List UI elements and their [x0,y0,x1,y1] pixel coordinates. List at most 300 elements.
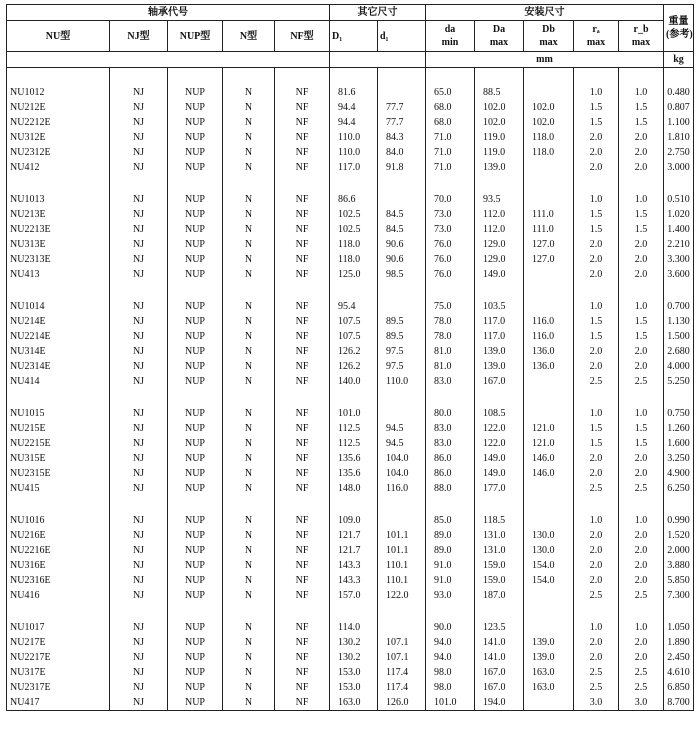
col-ra: 3.0 [574,695,619,711]
col-Da: 112.0 [475,222,524,237]
col-nup: NUP [168,145,223,160]
col-d1: 84.5 [378,222,426,237]
col-nj: NJ [110,528,168,543]
col-d1: 77.7 [378,100,426,115]
col-nu: NU312E [7,130,110,145]
col-D1: 107.5 [330,314,378,329]
col-Db-label: Db [542,24,555,35]
col-nu: NU1013 [7,192,110,207]
col-Db-sub: max [539,37,558,48]
col-Da: 118.5 [475,513,524,528]
col-Db [524,192,574,207]
col-da: 76.0 [426,252,475,267]
col-d1: 90.6 [378,252,426,267]
col-D1: 153.0 [330,665,378,680]
col-kg: 3.000 [664,160,694,175]
col-nu: NU216E [7,528,110,543]
col-rb: 1.5 [619,207,664,222]
group-spacer-row [7,603,694,620]
col-ra: 1.5 [574,436,619,451]
col-kg: 0.700 [664,299,694,314]
col-kg: 1.050 [664,620,694,635]
col-kg: 6.250 [664,481,694,496]
col-d1: 107.1 [378,650,426,665]
col-Db-max [524,21,574,52]
col-Da-label: Da [492,24,506,35]
col-da-sub: min [441,37,459,48]
col-kg: 0.807 [664,100,694,115]
col-n: N [223,665,275,680]
col-Db: 136.0 [524,359,574,374]
col-Da: 131.0 [475,543,524,558]
col-d1: 84.3 [378,130,426,145]
table-row [7,207,694,222]
col-nf: NF [275,374,330,389]
col-rb: 2.5 [619,374,664,389]
table-row [7,145,694,160]
col-Da: 167.0 [475,374,524,389]
col-nj: NJ [110,344,168,359]
col-da: 71.0 [426,145,475,160]
col-rb: 2.0 [619,237,664,252]
col-kg: 2.210 [664,237,694,252]
col-nf: NF [275,513,330,528]
col-D1: 117.0 [330,160,378,175]
col-nu: NU2213E [7,222,110,237]
col-kg: 7.300 [664,588,694,603]
col-nf: NF [275,451,330,466]
col-Da: 102.0 [475,115,524,130]
table-row [7,314,694,329]
col-n: N [223,252,275,267]
col-d1: 89.5 [378,314,426,329]
header-column-row [7,21,694,52]
group-spacer-row [7,389,694,406]
col-Db: 163.0 [524,680,574,695]
col-rb: 2.0 [619,451,664,466]
col-d1: 110.0 [378,374,426,389]
col-Da-max [475,21,524,52]
table-row [7,85,694,100]
col-da: 98.0 [426,680,475,695]
col-nu: NU212E [7,100,110,115]
col-n: N [223,406,275,421]
table-row [7,192,694,207]
col-nf: NF [275,695,330,711]
col-nu: NU315E [7,451,110,466]
col-n: N [223,130,275,145]
col-da: 86.0 [426,451,475,466]
col-da: 65.0 [426,85,475,100]
group-spacer-row [7,175,694,192]
col-d1: 101.1 [378,543,426,558]
col-da-min [426,21,475,52]
col-n: N [223,237,275,252]
col-da: 76.0 [426,267,475,282]
col-d1: 107.1 [378,635,426,650]
col-nu: NU2215E [7,436,110,451]
col-Db: 121.0 [524,436,574,451]
col-da: 78.0 [426,314,475,329]
col-kg: 2.000 [664,543,694,558]
col-nj: NJ [110,160,168,175]
col-D1: 121.7 [330,528,378,543]
col-da: 83.0 [426,374,475,389]
col-kg: 5.250 [664,374,694,389]
col-rb: 2.0 [619,359,664,374]
col-Da: 88.5 [475,85,524,100]
table-row [7,436,694,451]
col-nup: NUP [168,528,223,543]
col-d1: 110.1 [378,573,426,588]
col-da: 81.0 [426,344,475,359]
col-D1: 140.0 [330,374,378,389]
col-rb: 2.0 [619,558,664,573]
col-D1: 81.6 [330,85,378,100]
table-row [7,344,694,359]
col-nup: NUP [168,620,223,635]
col-n: N [223,650,275,665]
col-nu: NU2314E [7,359,110,374]
col-nj: NJ [110,695,168,711]
col-n: N [223,695,275,711]
col-n: N [223,85,275,100]
table-row [7,160,694,175]
col-Da: 112.0 [475,207,524,222]
col-ra: 2.0 [574,635,619,650]
col-nup: NUP [168,635,223,650]
col-rb-label: r_b [633,24,649,35]
col-ra: 2.5 [574,665,619,680]
col-rb: 1.5 [619,436,664,451]
col-kg: 1.890 [664,635,694,650]
table-row [7,130,694,145]
col-n-type: N型 [223,21,275,52]
col-nj: NJ [110,314,168,329]
col-n: N [223,145,275,160]
col-Da: 108.5 [475,406,524,421]
col-D1: 130.2 [330,650,378,665]
col-da: 75.0 [426,299,475,314]
col-Da: 122.0 [475,421,524,436]
col-d1: 104.0 [378,451,426,466]
col-nj: NJ [110,650,168,665]
col-nf: NF [275,406,330,421]
col-rb: 3.0 [619,695,664,711]
col-da: 83.0 [426,421,475,436]
table-row [7,115,694,130]
col-ra: 1.0 [574,299,619,314]
col-d1: 116.0 [378,481,426,496]
col-ra: 1.5 [574,222,619,237]
col-n: N [223,620,275,635]
col-nup: NUP [168,558,223,573]
col-da: 70.0 [426,192,475,207]
col-ra: 1.5 [574,329,619,344]
col-nup: NUP [168,421,223,436]
col-kg: 3.300 [664,252,694,267]
col-Da: 122.0 [475,436,524,451]
col-d1: 97.5 [378,359,426,374]
col-da: 78.0 [426,329,475,344]
unit-kg: kg [664,52,694,68]
col-rb: 2.0 [619,635,664,650]
table-row [7,329,694,344]
col-kg: 1.260 [664,421,694,436]
col-d1 [378,85,426,100]
col-kg: 0.510 [664,192,694,207]
weight-header [664,5,694,52]
col-Db [524,588,574,603]
col-nf: NF [275,192,330,207]
col-Db [524,513,574,528]
col-kg: 4.000 [664,359,694,374]
col-nf: NF [275,359,330,374]
col-ra: 2.0 [574,451,619,466]
table-row [7,421,694,436]
col-kg: 1.020 [664,207,694,222]
col-nu: NU417 [7,695,110,711]
col-nu: NU2316E [7,573,110,588]
col-Db: 163.0 [524,665,574,680]
col-D1: 110.0 [330,130,378,145]
bearing-spec-table-page [6,4,693,711]
table-row [7,588,694,603]
col-nup: NUP [168,85,223,100]
table-row [7,100,694,115]
col-Db: 154.0 [524,558,574,573]
col-d1: 122.0 [378,588,426,603]
col-d1 [378,406,426,421]
col-Db: 127.0 [524,237,574,252]
col-ra-label: rₐ [592,24,600,35]
col-n: N [223,543,275,558]
unit-mm: mm [426,52,664,68]
col-d1: 97.5 [378,344,426,359]
col-D1: 135.6 [330,466,378,481]
col-Db: 116.0 [524,314,574,329]
col-Db [524,267,574,282]
col-nj: NJ [110,558,168,573]
col-d1: 104.0 [378,466,426,481]
col-n: N [223,329,275,344]
col-nf: NF [275,329,330,344]
col-Da: 149.0 [475,466,524,481]
col-d1: 94.5 [378,436,426,451]
col-Da: 194.0 [475,695,524,711]
col-nu: NU1014 [7,299,110,314]
col-ra-sub: max [586,37,606,48]
col-nu: NU2315E [7,466,110,481]
col-Db [524,620,574,635]
col-nup-type: NUP型 [168,21,223,52]
col-D1: 125.0 [330,267,378,282]
col-d1: 117.4 [378,665,426,680]
col-n: N [223,299,275,314]
col-rb: 2.0 [619,573,664,588]
col-nup: NUP [168,680,223,695]
col-da: 86.0 [426,466,475,481]
col-n: N [223,359,275,374]
col-Da: 129.0 [475,252,524,267]
col-kg: 2.680 [664,344,694,359]
col-nup: NUP [168,100,223,115]
col-da: 90.0 [426,620,475,635]
col-nf: NF [275,85,330,100]
col-nj: NJ [110,299,168,314]
col-D1: 101.0 [330,406,378,421]
col-ra: 1.5 [574,207,619,222]
col-nj: NJ [110,543,168,558]
col-nu: NU213E [7,207,110,222]
col-ra: 2.0 [574,267,619,282]
col-nj: NJ [110,620,168,635]
col-kg: 1.520 [664,528,694,543]
col-da: 71.0 [426,160,475,175]
col-nj: NJ [110,406,168,421]
col-d1 [378,192,426,207]
col-rb: 1.5 [619,115,664,130]
col-ra: 2.0 [574,252,619,267]
col-nf: NF [275,558,330,573]
group-spacer-row [7,282,694,299]
col-D1: 126.2 [330,359,378,374]
col-ra: 2.5 [574,481,619,496]
col-nf: NF [275,436,330,451]
col-nup: NUP [168,451,223,466]
col-nf: NF [275,466,330,481]
col-d1: 98.5 [378,267,426,282]
col-Db: 111.0 [524,207,574,222]
col-rb: 2.5 [619,588,664,603]
col-D1: 157.0 [330,588,378,603]
col-da: 73.0 [426,207,475,222]
col-d1: 84.5 [378,207,426,222]
col-nj: NJ [110,421,168,436]
col-nu: NU2216E [7,543,110,558]
col-kg: 6.850 [664,680,694,695]
col-nu: NU2212E [7,115,110,130]
col-kg: 2.750 [664,145,694,160]
col-ra: 2.0 [574,145,619,160]
col-d1: 89.5 [378,329,426,344]
col-nu: NU214E [7,314,110,329]
col-d1: 126.0 [378,695,426,711]
col-nu: NU412 [7,160,110,175]
col-Db: 102.0 [524,115,574,130]
col-da: 83.0 [426,436,475,451]
col-Da: 149.0 [475,267,524,282]
col-nf: NF [275,267,330,282]
col-ra: 2.0 [574,237,619,252]
col-rb: 2.5 [619,680,664,695]
col-kg: 1.100 [664,115,694,130]
col-nup: NUP [168,329,223,344]
col-D1: 163.0 [330,695,378,711]
col-Db: 154.0 [524,573,574,588]
col-ra: 1.5 [574,115,619,130]
col-nu: NU416 [7,588,110,603]
col-rb: 2.0 [619,650,664,665]
col-rb: 1.0 [619,513,664,528]
col-nup: NUP [168,359,223,374]
col-n: N [223,588,275,603]
col-da: 101.0 [426,695,475,711]
col-nf: NF [275,299,330,314]
col-rb: 1.0 [619,299,664,314]
col-n: N [223,115,275,130]
table-row [7,695,694,711]
group-other-dims: 其它尺寸 [330,5,426,21]
col-rb-max [619,21,664,52]
col-nf: NF [275,252,330,267]
col-nu: NU313E [7,237,110,252]
col-rb: 1.0 [619,620,664,635]
col-rb: 1.5 [619,421,664,436]
col-d1: 77.7 [378,115,426,130]
col-da: 80.0 [426,406,475,421]
col-Db: 139.0 [524,635,574,650]
col-nu: NU1012 [7,85,110,100]
col-kg: 3.600 [664,267,694,282]
col-kg: 3.880 [664,558,694,573]
col-da: 81.0 [426,359,475,374]
col-kg: 0.750 [664,406,694,421]
bearing-spec-table [6,4,694,711]
col-nup: NUP [168,314,223,329]
col-nup: NUP [168,115,223,130]
group-spacer-row [7,496,694,513]
col-n: N [223,314,275,329]
col-nup: NUP [168,650,223,665]
table-row [7,299,694,314]
col-ra: 2.5 [574,588,619,603]
col-nup: NUP [168,665,223,680]
col-nj: NJ [110,680,168,695]
col-nf: NF [275,314,330,329]
col-kg: 0.990 [664,513,694,528]
col-Db: 139.0 [524,650,574,665]
col-nj: NJ [110,130,168,145]
col-D1: 107.5 [330,329,378,344]
table-row [7,558,694,573]
col-nf: NF [275,620,330,635]
col-n: N [223,207,275,222]
col-Da: 159.0 [475,558,524,573]
col-d1 [378,299,426,314]
col-nj: NJ [110,588,168,603]
col-nj: NJ [110,85,168,100]
col-rb: 2.0 [619,344,664,359]
col-ra: 2.5 [574,680,619,695]
col-Db [524,406,574,421]
col-rb: 2.5 [619,481,664,496]
col-nf: NF [275,573,330,588]
col-rb: 1.5 [619,222,664,237]
col-D1: 94.4 [330,100,378,115]
table-row [7,451,694,466]
table-row [7,466,694,481]
col-D1: 114.0 [330,620,378,635]
col-nj: NJ [110,267,168,282]
col-nup: NUP [168,299,223,314]
col-nf: NF [275,635,330,650]
col-Da: 117.0 [475,314,524,329]
col-Da: 139.0 [475,344,524,359]
col-nf: NF [275,160,330,175]
col-Da: 141.0 [475,650,524,665]
col-n: N [223,481,275,496]
